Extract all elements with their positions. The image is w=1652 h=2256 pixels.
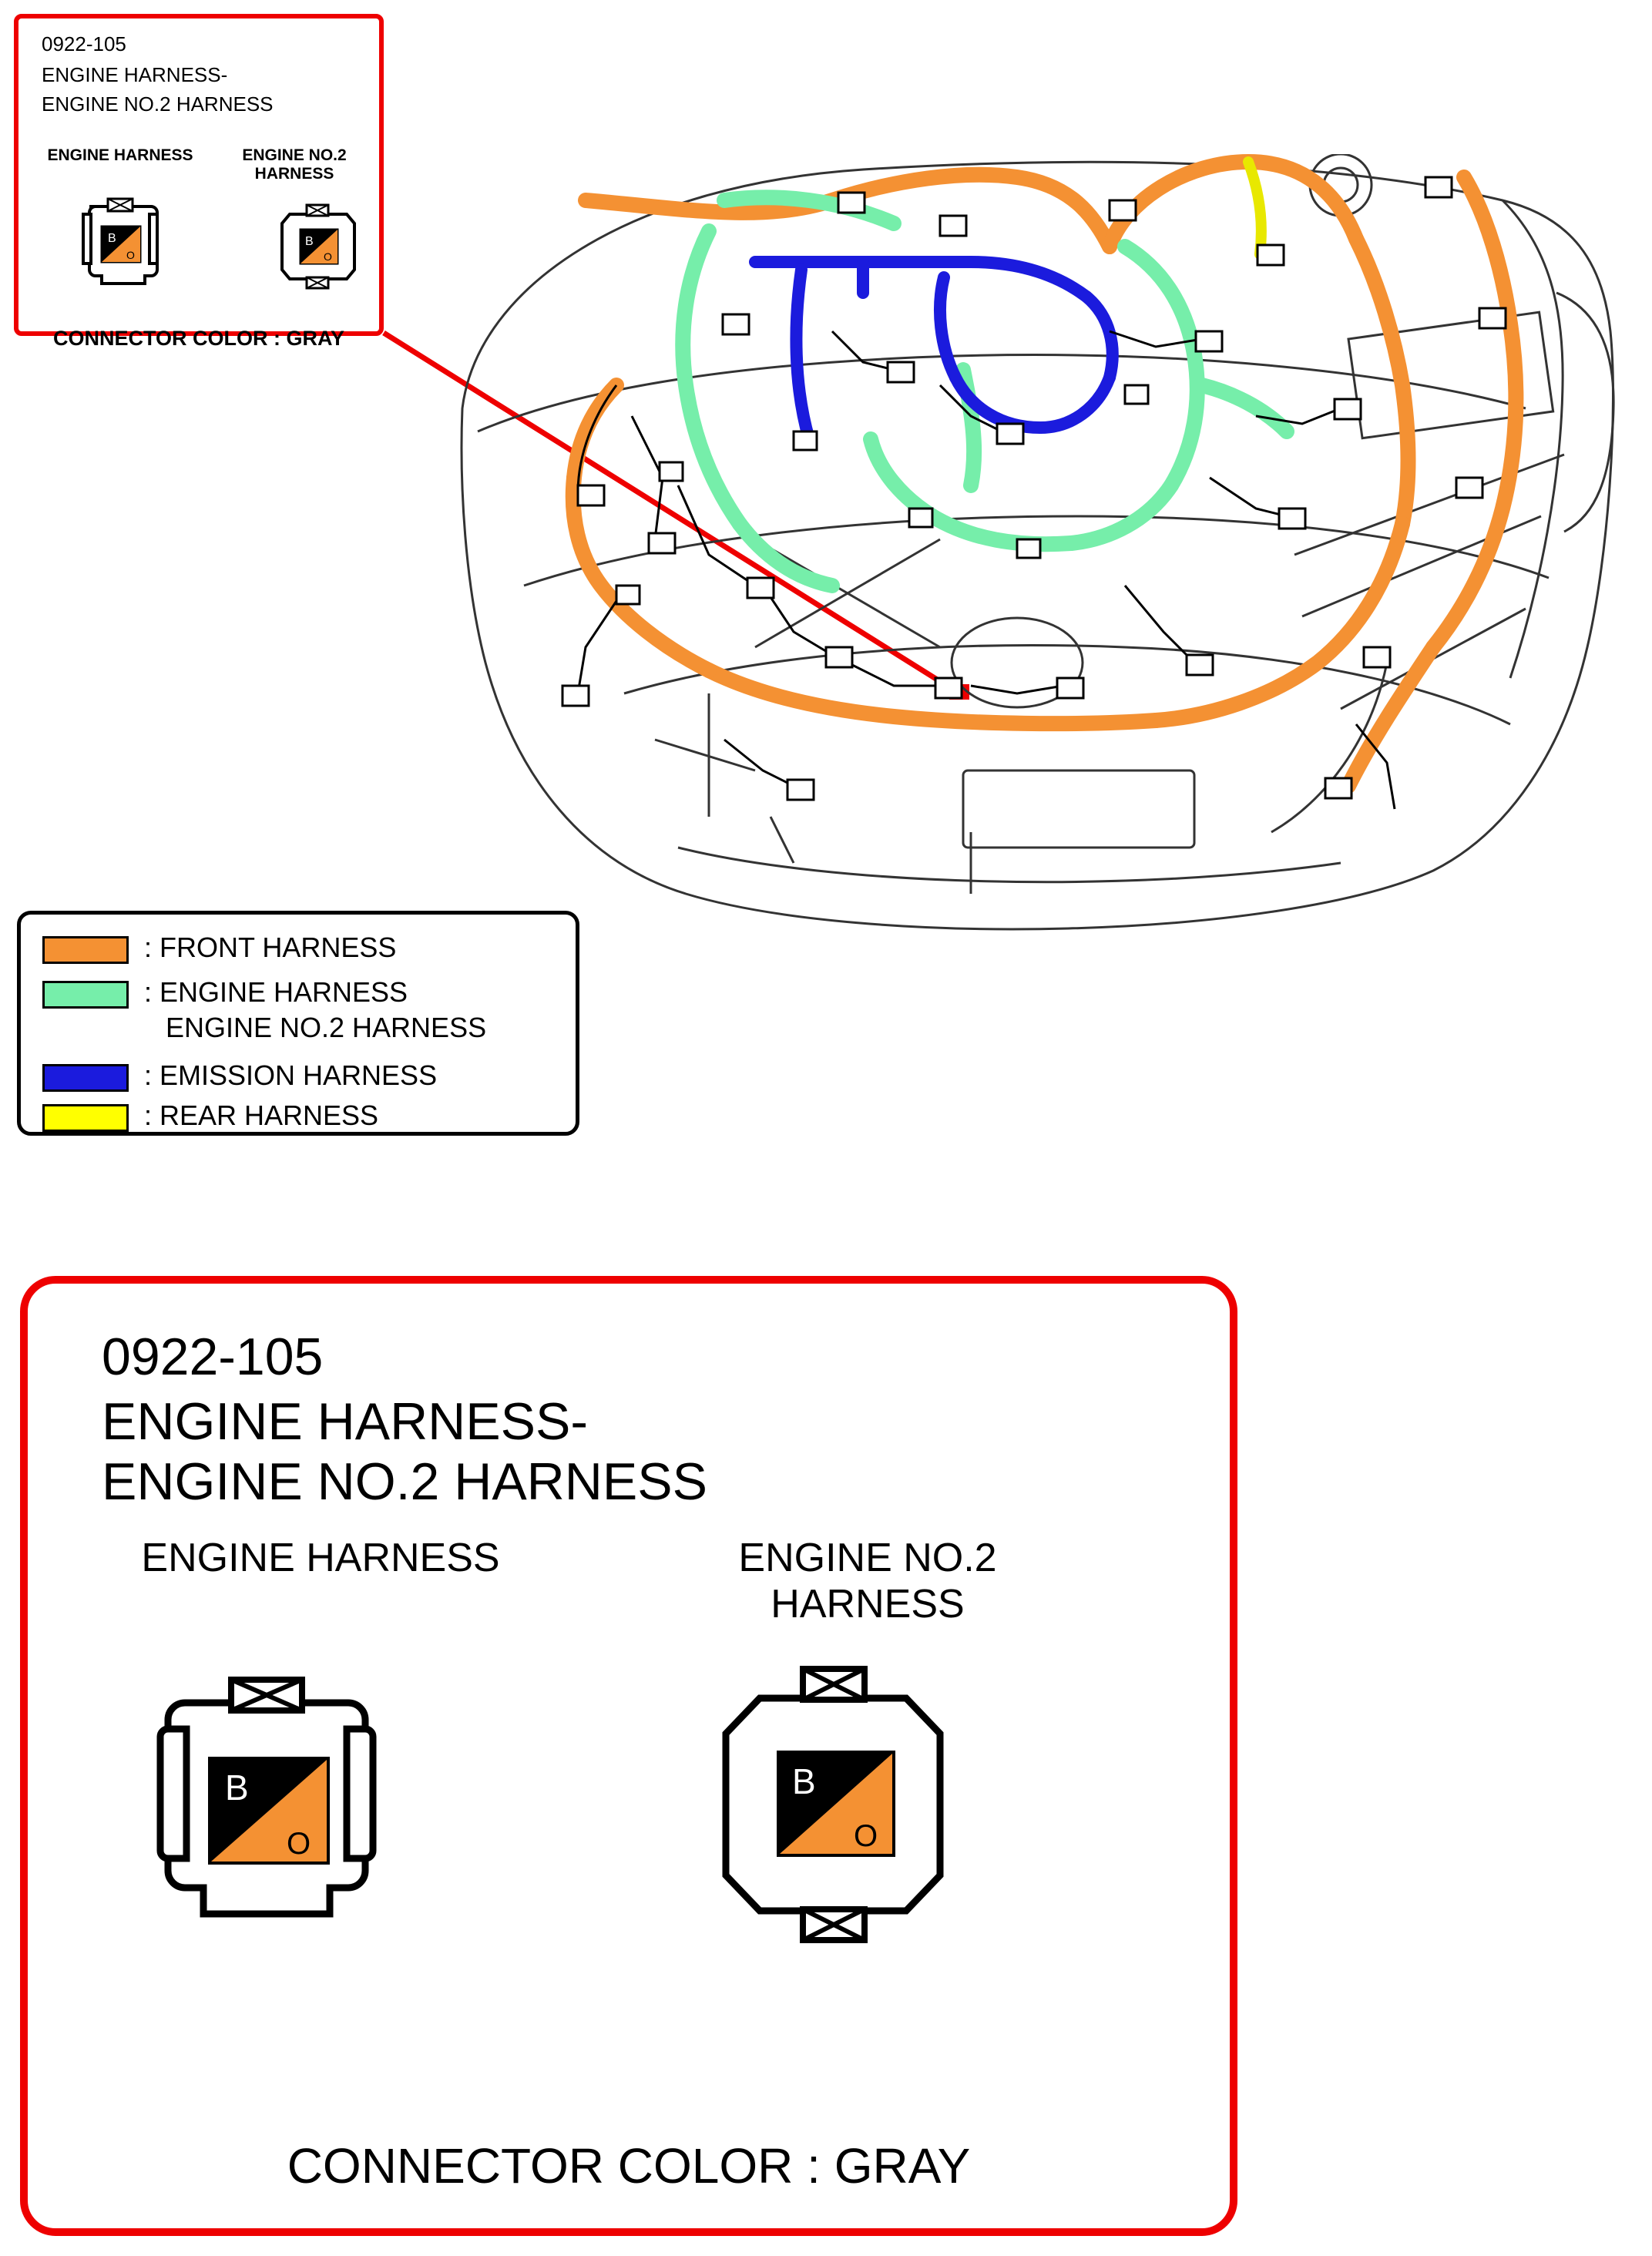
legend-swatch-rear-harness [42,1104,129,1132]
legend-swatch-emission-harness [42,1064,129,1092]
top-callout-connector-right-label [217,146,371,183]
legend-label-engine-no2-harness: ENGINE NO.2 HARNESS [166,1012,487,1043]
svg-text:B: B [225,1768,249,1808]
svg-text:B: B [305,235,314,248]
svg-text:O: O [324,250,332,263]
top-callout-connector-right-label-line2: HARNESS [254,165,334,183]
legend-label-engine-harness: : ENGINE HARNESS [144,976,408,1008]
top-callout-code: 0922-105 [42,32,126,55]
legend-box [17,911,579,1136]
top-callout-box [14,14,384,350]
top-callout-connector-color: CONNECTOR COLOR : GRAY [52,327,345,350]
connector-engine-no2-harness-icon [706,1658,960,1951]
legend-swatch-front-harness [42,936,129,964]
top-callout-connector-left-label: ENGINE HARNESS [47,146,193,164]
connector-engine-no2-harness-mini-icon [273,202,364,291]
legend-swatch-engine-harness [42,981,129,1009]
bottom-callout-connector-color: CONNECTOR COLOR : GRAY [287,2138,971,2194]
svg-text:O: O [287,1827,311,1861]
rear-harness-route [1248,162,1261,254]
bottom-callout-connector-right-label-line1: ENGINE NO.2 [738,1536,997,1580]
emission-harness-route [755,262,1113,439]
top-callout-title-line1: ENGINE HARNESS- [42,63,228,86]
vehicle-engine-bay-diagram [431,154,1641,1002]
svg-text:O: O [854,1819,878,1853]
bottom-callout-title-line1: ENGINE HARNESS- [102,1392,588,1451]
connector-engine-harness-mini-icon [79,196,162,296]
bottom-callout-box [20,1276,1237,2236]
legend-label-rear-harness: : REAR HARNESS [144,1099,379,1131]
svg-text:B: B [792,1761,816,1801]
branch-wires [578,331,1395,809]
top-callout-connector-right-label-line1: ENGINE NO.2 [242,146,347,164]
legend-label-emission-harness: : EMISSION HARNESS [144,1059,438,1091]
bottom-callout-connector-left-label: ENGINE HARNESS [141,1536,500,1580]
connector-engine-harness-icon [151,1669,382,1946]
bottom-callout-connector-right-label-line2: HARNESS [771,1582,965,1627]
bottom-callout-title-line2: ENGINE NO.2 HARNESS [102,1452,707,1511]
bottom-callout-connector-right-label [598,1535,1137,1627]
legend-label-front-harness: : FRONT HARNESS [144,932,397,963]
engine-harness-route [683,197,1287,586]
bottom-callout-code: 0922-105 [102,1328,324,1386]
svg-text:B: B [108,232,116,245]
svg-text:O: O [126,249,135,261]
top-callout-title-line2: ENGINE NO.2 HARNESS [42,92,274,116]
